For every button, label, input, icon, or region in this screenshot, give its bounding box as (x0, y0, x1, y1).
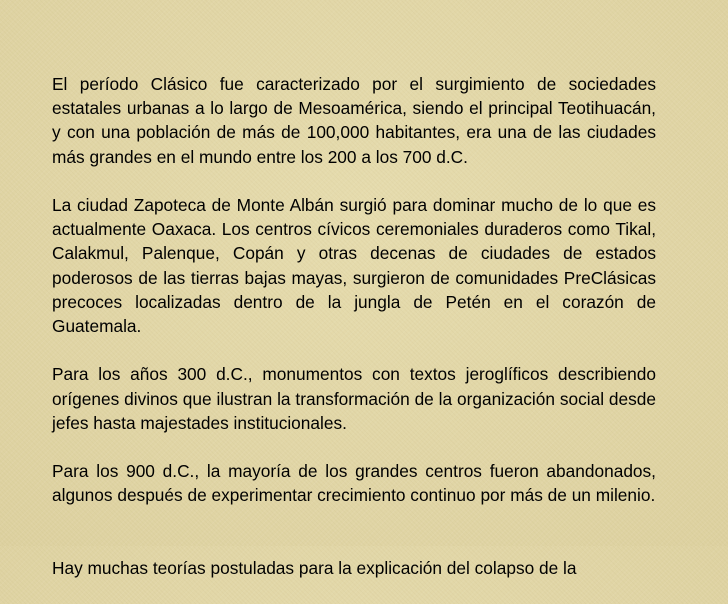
paragraph-classic-period: El período Clásico fue caracterizado por el surgimiento de sociedades estatales urbanas a lo largo de Mesoamérica, siendo el principal Teotihuacán, y con una población de más de 100,000 habitantes, era una de las ciudades más grandes en el mundo entre los 200 a los 700 d.C. (52, 74, 656, 167)
paragraph-hieroglyphic-texts: Para los años 300 d.C., monumentos con textos jeroglíficos describiendo orígenes divinos que ilustran la transformación de la organización social desde jefes hasta majestades institucionales. (52, 364, 656, 433)
paragraph-monte-alban: La ciudad Zapoteca de Monte Albán surgió para dominar mucho de lo que es actualmente Oaxaca. Los centros cívicos ceremoniales duraderos como Tikal, Calakmul, Palenque, Copán y otras decenas de ciudades de estados poderosos de las tierras bajas mayas, surgieron de comunidades PreClásicas precoces localizadas dentro de la jungla de Petén en el corazón de Guatemala. (52, 195, 656, 337)
paragraph-abandonment: Para los 900 d.C., la mayoría de los grandes centros fueron abandonados, algunos después de experimentar crecimiento continuo por más de un milenio. (52, 461, 656, 506)
paragraph-collapse-theories: Hay muchas teorías postuladas para la explicación del colapso de la (52, 558, 577, 578)
slide-text-body (52, 72, 656, 604)
